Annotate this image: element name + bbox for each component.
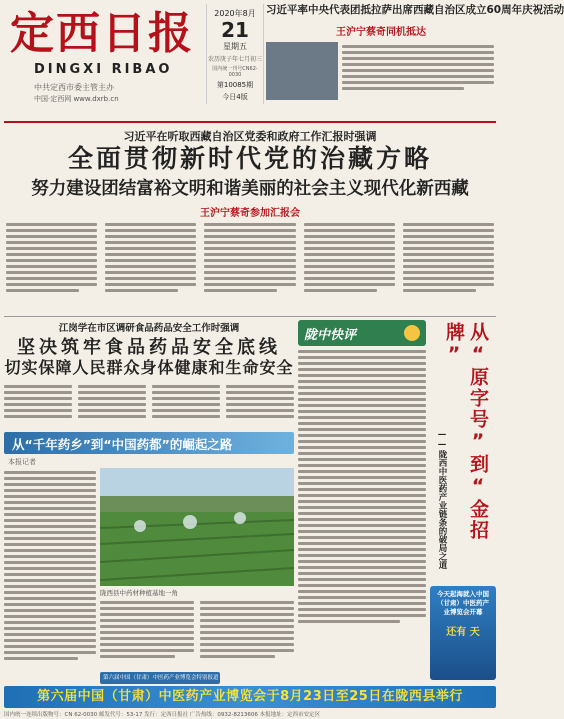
feature-header-bar <box>4 432 294 454</box>
lead-body <box>6 220 494 314</box>
expo-banner <box>4 686 496 708</box>
masthead-rule <box>4 121 496 123</box>
article2 <box>4 320 294 430</box>
express-comment <box>298 320 426 680</box>
top-story-headline: 习近平率中央代表团抵拉萨出席西藏自治区成立60周年庆祝活动 <box>266 4 564 16</box>
lunar-date: 农历庚子年七月初三 <box>207 56 262 63</box>
feature-subhead: 第六届中国（甘肃）中医药产业博览会特别报道 <box>103 675 219 681</box>
article2-body <box>4 382 294 432</box>
feature-headline: 从“千年药乡”到“中国药都”的崛起之路 <box>12 437 233 452</box>
commentary <box>430 320 496 582</box>
lead-col-1 <box>6 220 97 295</box>
express-header <box>298 320 426 346</box>
date-box <box>206 4 264 104</box>
date-year-month: 2020年8月 <box>214 9 256 18</box>
feature-body-left <box>4 468 96 680</box>
top-story-subheadline: 王沪宁蔡奇同机抵达 <box>336 27 426 38</box>
farm-field-image <box>100 468 294 586</box>
promo-line-1: 今天起海就入中国（甘肃）中医药产业博览会开幕 <box>437 590 489 616</box>
logo-pinyin: DINGXI RIBAO <box>34 62 173 77</box>
promo-box <box>430 586 496 680</box>
expo-banner-text: 第六届中国（甘肃）中医药产业博览会于8月23日至25日在陇西县举行 <box>37 689 463 704</box>
feature-body-right <box>100 598 294 670</box>
feature-byline: 本报记者 <box>8 458 36 466</box>
express-body <box>298 350 426 670</box>
promo-countdown: 还有 天 <box>446 627 480 638</box>
lead-col-3 <box>204 220 295 295</box>
website-text: 中国·定西网 www.dxrb.cn <box>34 95 119 103</box>
top-story-photo <box>266 42 338 100</box>
lead-col-5 <box>403 220 494 295</box>
article2-kicker: 江岗学在市区调研食品药品安全工作时强调 <box>58 323 240 334</box>
section-rule <box>4 316 496 317</box>
date-day: 21 <box>221 18 249 42</box>
article2-headline-1: 坚决筑牢食品药品安全底线 <box>17 337 281 358</box>
feature-subhead-badge <box>100 672 220 684</box>
article2-headline-2: 切实保障人民群众身体健康和生命安全 <box>4 358 294 377</box>
lead-subheadline: 王沪宁蔡奇参加汇报会 <box>200 208 300 219</box>
page-count: 今日4版 <box>222 93 248 101</box>
masthead <box>4 4 564 119</box>
lead-col-2 <box>105 220 196 295</box>
newspaper-logo: 定西日报 <box>10 8 194 59</box>
lead-kicker: 习近平在听取西藏自治区党委和政府工作汇报时强调 <box>123 130 377 143</box>
top-story-body <box>342 42 494 112</box>
cn-number: 国内统一刊号CN62-0030 <box>212 66 258 78</box>
lead-col-4 <box>304 220 395 295</box>
lead-headline-1: 全面贯彻新时代党的治藏方略 <box>67 144 432 173</box>
feature-photo-caption: 陇西县中药材种植基地一角 <box>100 589 178 597</box>
express-label: 陇中快评 <box>304 328 357 343</box>
lead-headline-2: 努力建设团结富裕文明和谐美丽的社会主义现代化新西藏 <box>31 179 469 199</box>
express-decor-icon <box>404 325 420 341</box>
top-story <box>266 4 564 116</box>
commentary-subtitle: ——陇西中医药产业链条的破局之道 <box>437 430 447 569</box>
commentary-title: 从“原字号”到“金招牌” <box>443 322 489 541</box>
feature-story <box>4 432 294 686</box>
issue-number: 第10085期 <box>216 81 254 89</box>
sponsor-text: 中共定西市委主管主办 <box>34 83 114 92</box>
date-weekday: 星期五 <box>223 42 247 51</box>
feature-photo <box>100 468 294 586</box>
footer: 国内统一连续出版物号：CN 62-0030 邮发代号：53-17 发行：定西日报社 广告热线：0932-8213606 本报地址：定西市安定区 <box>4 712 321 718</box>
